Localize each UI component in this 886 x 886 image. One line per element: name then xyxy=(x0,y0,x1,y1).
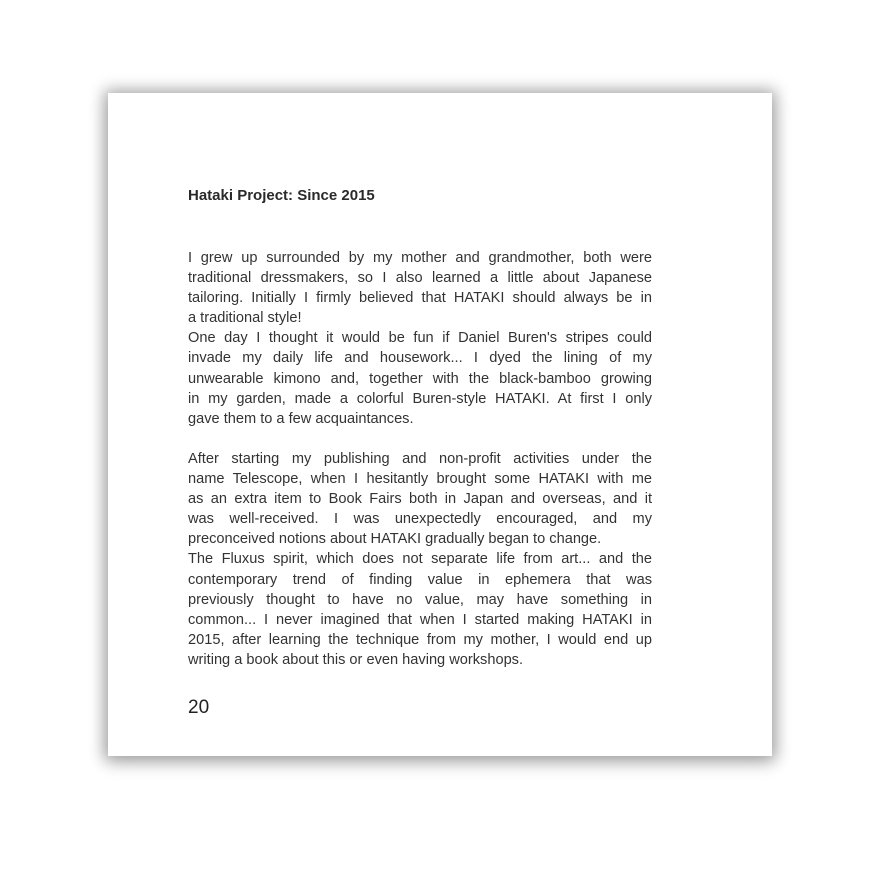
text-line: contemporary trend of finding value in ephemera that was xyxy=(188,571,652,588)
text-line: unwearable kimono and, together with the black-bamboo growing xyxy=(188,370,652,387)
book-page xyxy=(108,93,772,756)
text-line: tailoring. Initially I firmly believed that HATAKI should always be in xyxy=(188,290,652,307)
body-text xyxy=(188,248,652,670)
text-line: name Telescope, when I hesitantly brought some HATAKI with me xyxy=(188,471,652,488)
text-line: a traditional style! xyxy=(188,310,302,327)
text-line: gave them to a few acquaintances. xyxy=(188,410,414,427)
text-line: was well-received. I was unexpectedly encouraged, and my xyxy=(188,511,652,528)
text-line: The Fluxus spirit, which does not separate life from art... and the xyxy=(188,551,652,568)
text-line: I grew up surrounded by my mother and grandmother, both were xyxy=(188,250,652,266)
text-line: 2015, after learning the technique from my mother, I would end up xyxy=(188,631,652,648)
text-line: common... I never imagined that when I started making HATAKI in xyxy=(188,611,652,628)
text-line: previously thought to have no value, may have something in xyxy=(188,591,652,608)
text-line: writing a book about this or even having workshops. xyxy=(188,651,524,668)
text-line: preconceived notions about HATAKI gradually began to change. xyxy=(188,531,602,548)
text-line: traditional dressmakers, so I also learned a little about Japanese xyxy=(188,270,652,287)
text-line: invade my daily life and housework... I dyed the lining of my xyxy=(188,350,652,367)
page-number: 20 xyxy=(188,697,210,718)
text-line: in my garden, made a colorful Buren-style HATAKI. At first I only xyxy=(188,390,652,407)
text-line: as an extra item to Book Fairs both in Japan and overseas, and it xyxy=(188,491,652,508)
text-line: One day I thought it would be fun if Daniel Buren's stripes could xyxy=(188,330,652,347)
paragraph-gap xyxy=(188,429,652,449)
text-line: After starting my publishing and non-profit activities under the xyxy=(188,450,652,467)
page-title: Hataki Project: Since 2015 xyxy=(188,187,375,204)
